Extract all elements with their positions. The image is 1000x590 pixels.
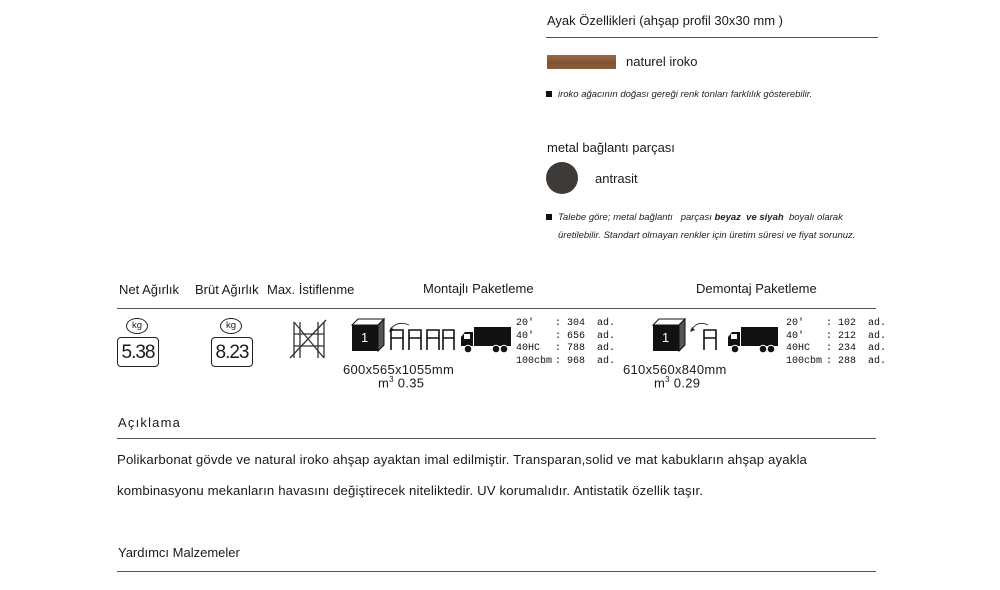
gross-weight-header: Brüt Ağırlık: [195, 282, 259, 297]
leg-features-title: Ayak Özellikleri (ahşap profil 30x30 mm ): [547, 13, 784, 28]
anthracite-swatch-label: antrasit: [595, 171, 638, 186]
leg-features-divider: [546, 37, 878, 38]
table-row: 40' : 212 ad.: [786, 330, 887, 342]
table-row: 40' : 656 ad.: [516, 330, 616, 342]
kg-icon: kg: [126, 318, 148, 334]
assembled-dimensions: 600x565x1055mm: [343, 362, 455, 377]
iroko-swatch-label: naturel iroko: [626, 54, 698, 69]
description-title: Açıklama: [118, 415, 182, 430]
table-row: 100cbm : 968 ad.: [516, 355, 616, 367]
auxiliary-materials-divider: [117, 571, 876, 572]
table-row: 100cbm : 288 ad.: [786, 355, 887, 367]
iroko-color-note: iroko ağacının doğası gereği renk tonları farklılık gösterebilir.: [558, 89, 813, 100]
net-weight-value: 5.38: [117, 337, 159, 367]
note-bullet-icon: [546, 91, 552, 97]
disassembled-volume: $m^3$ 0.29: [654, 375, 701, 391]
package-count: 1: [662, 330, 670, 345]
stacked-chairs-icon: [387, 318, 457, 354]
metal-color-note: Talebe göre; metal bağlantı parçası beyaz ve siyah boyalı olarak: [558, 212, 843, 223]
kg-icon: kg: [220, 318, 242, 334]
specs-divider: [117, 308, 876, 309]
table-row: 40HC : 234 ad.: [786, 343, 887, 354]
truck-icon: [460, 326, 512, 354]
no-stacking-icon: [288, 318, 330, 360]
iroko-wood-swatch: [547, 55, 616, 69]
chair-icon: [688, 318, 724, 354]
description-line1: Polikarbonat gövde ve natural iroko ahşap ayaktan imal edilmiştir. Transparan,solid ve mat kabukların ahşap ayakla: [117, 452, 808, 467]
assembled-volume: $m^3$ 0.35: [378, 375, 425, 391]
disassembled-packaging-header: Demontaj Paketleme: [696, 281, 817, 296]
table-row: 40HC : 788 ad.: [516, 343, 616, 354]
max-stacking-header: Max. İstiflenme: [267, 282, 355, 297]
table-row: 20' : 304 ad.: [516, 318, 616, 329]
truck-icon: [727, 326, 779, 354]
description-divider: [117, 438, 876, 439]
anthracite-swatch: [546, 162, 578, 194]
table-row: 20' : 102 ad.: [786, 318, 887, 329]
disassembled-container-table: [786, 318, 886, 368]
description-line2: kombinasyonu mekanların havasını değiştirecek niteliktedir. UV korumalıdır. Antistatik özellik taşır.: [117, 483, 704, 498]
package-count: 1: [361, 330, 369, 345]
metal-part-title: metal bağlantı parçası: [547, 140, 675, 155]
disassembled-dimensions: 610x560x840mm: [623, 362, 727, 377]
assembled-container-table: [516, 318, 616, 368]
gross-weight-value: 8.23: [211, 337, 253, 367]
metal-color-note-line2: üretilebilir. Standart olmayan renkler için üretim süresi ve fiyat sorunuz.: [558, 230, 856, 241]
assembled-packaging-header: Montajlı Paketleme: [423, 281, 534, 296]
auxiliary-materials-title: Yardımcı Malzemeler: [118, 545, 240, 560]
note-bullet-icon: [546, 214, 552, 220]
net-weight-header: Net Ağırlık: [119, 282, 179, 297]
